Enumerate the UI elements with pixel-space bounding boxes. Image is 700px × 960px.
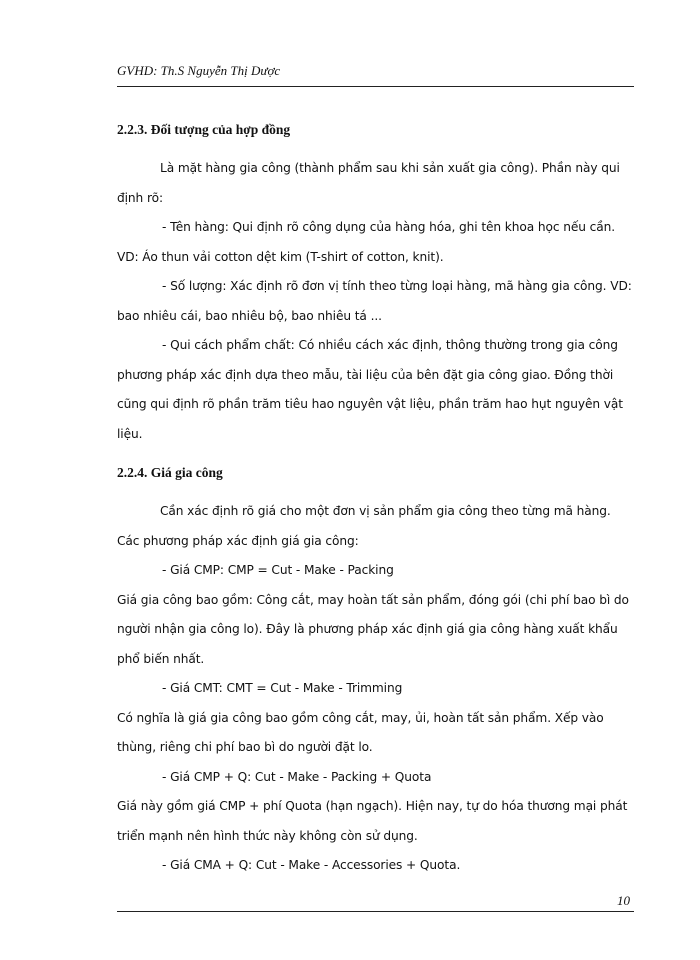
paragraph: Giá gia công bao gồm: Công cắt, may hoàn tất sản phẩm, đóng gói (chi phí bao bì do người nhận gia công lo). Đây là phương pháp xác định giá gia công hàng xuất khẩu phổ biến nhất. bbox=[117, 592, 629, 666]
paragraph: Có nghĩa là giá gia công bao gồm công cắt, may, ủi, hoàn tất sản phẩm. Xếp vào thùng, riêng chi phí bao bì do người đặt lo. bbox=[117, 710, 604, 754]
paragraph: Giá này gồm giá CMP + phí Quota (hạn ngạch). Hiện nay, tự do hóa thương mại phát triển mạnh nên hình thức này không còn sử dụng. bbox=[117, 799, 628, 843]
paragraph: - Qui cách phẩm chất: Có nhiều cách xác định, thông thường trong gia công phương pháp xác định dựa theo mẫu, tài liệu của bên đặt gia công giao. Đồng thời cũng qui định rõ phần trăm tiêu hao nguyên vật liệu, phần trăm hao hụt nguyên vật liệu. bbox=[117, 338, 623, 441]
paragraph: - Giá CMA + Q: Cut - Make - Accessories + Quota. bbox=[162, 858, 461, 872]
paragraph: - Giá CMP + Q: Cut - Make - Packing + Quota bbox=[162, 769, 432, 784]
paragraph: - Tên hàng: Qui định rõ công dụng của hàng hóa, ghi tên khoa học nếu cần. VD: Áo thun vải cotton dệt kim (T-shirt of cotton, knit). bbox=[117, 220, 616, 264]
header-divider bbox=[117, 86, 634, 87]
paragraph: Cần xác định rõ giá cho một đơn vị sản phẩm gia công theo từng mã hàng. Các phương pháp xác định giá gia công: bbox=[117, 504, 611, 548]
document-body bbox=[117, 110, 634, 881]
section-heading-2-2-4: 2.2.4. Giá gia công bbox=[117, 465, 223, 480]
paragraph: - Số lượng: Xác định rõ đơn vị tính theo từng loại hàng, mã hàng gia công. VD: bao nhiêu cái, bao nhiêu bộ, bao nhiêu tá ... bbox=[117, 279, 632, 323]
paragraph: Là mặt hàng gia công (thành phẩm sau khi sản xuất gia công). Phần này qui định rõ: bbox=[117, 161, 620, 205]
paragraph: - Giá CMT: CMT = Cut - Make - Trimming bbox=[162, 681, 403, 695]
paragraph: - Giá CMP: CMP = Cut - Make - Packing bbox=[162, 563, 394, 577]
section-heading-2-2-3: 2.2.3. Đối tượng của hợp đồng bbox=[117, 122, 291, 137]
footer-divider bbox=[117, 911, 634, 912]
page-number: 10 bbox=[617, 893, 630, 908]
page-header: GVHD: Th.S Nguyễn Thị Dược bbox=[117, 63, 281, 78]
